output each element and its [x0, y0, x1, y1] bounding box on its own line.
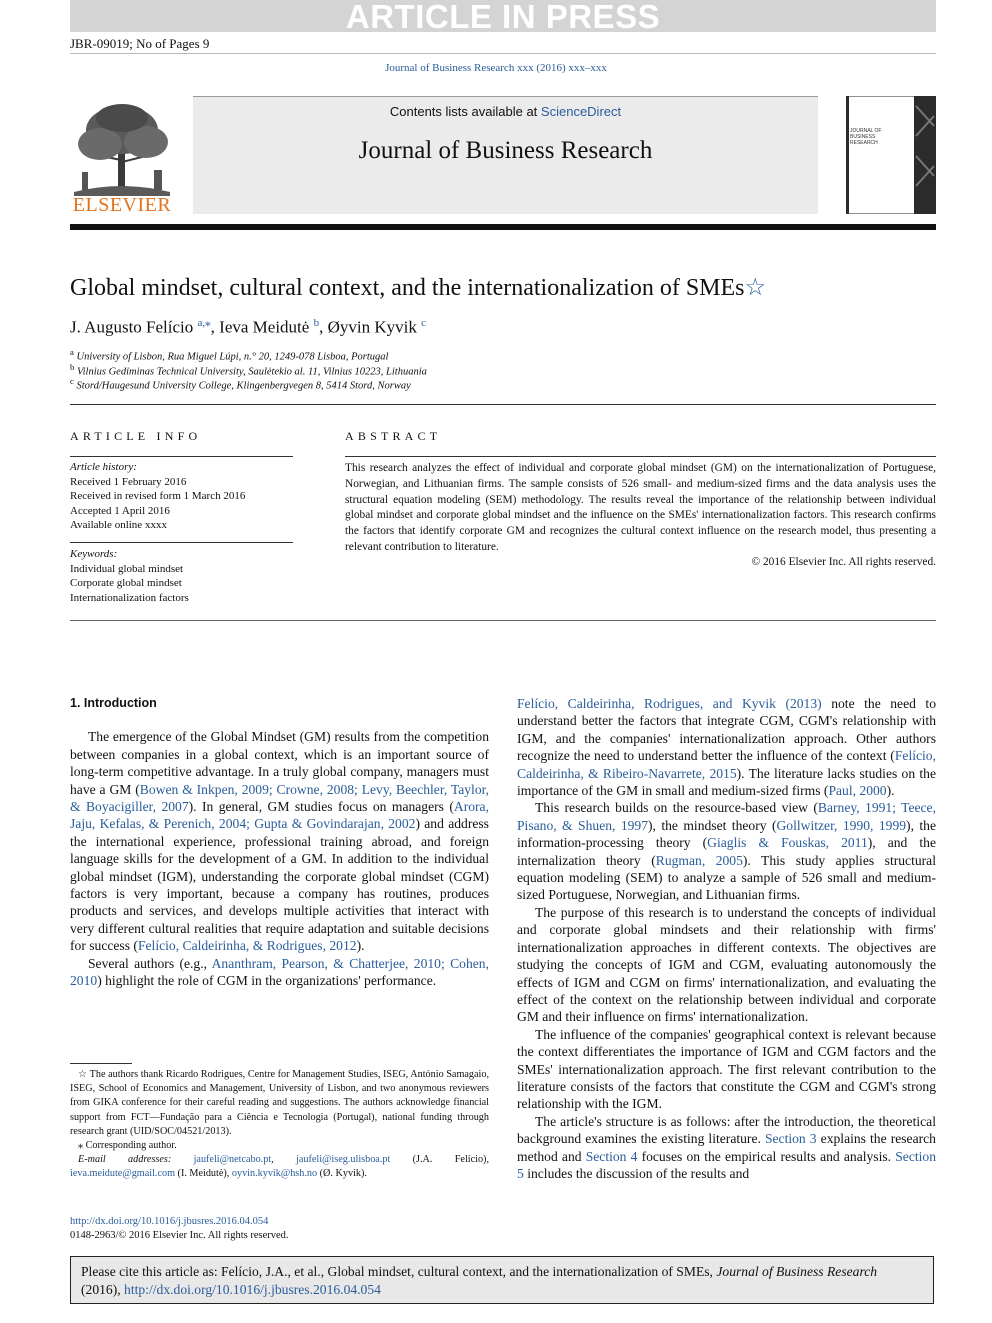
history-item: Accepted 1 April 2016: [70, 504, 170, 517]
citation-prefix: Please cite this article as: Felício, J.A., et al., Global mindset, cultural context, and the internationalization of SMEs,: [81, 1264, 713, 1279]
affiliation-mark: c: [70, 376, 74, 386]
article-title-text: Global mindset, cultural context, and the internationalization of SMEs: [70, 275, 745, 301]
journal-cover-image-icon: [846, 96, 936, 214]
body-text: This research builds on the resource-based view (: [535, 800, 818, 816]
citation-link[interactable]: Gollwitzer, 1990, 1999: [776, 817, 907, 833]
citation-link[interactable]: Arora, Jaju, Kefalas, & Perenich, 2004; Gupta & Govindarajan, 2002: [70, 799, 489, 832]
contents-prefix: Contents lists available at: [389, 104, 538, 119]
section-heading-introduction: 1. Introduction: [70, 696, 157, 710]
citation-link[interactable]: Giaglis & Fouskas, 2011: [707, 835, 868, 851]
author: J. Augusto Felício: [70, 317, 194, 337]
email-after: (J.A. Felício),: [390, 1154, 489, 1166]
citation-link[interactable]: Section 5: [517, 1148, 936, 1181]
footnotes: [70, 1068, 489, 1182]
body-text: explains the research method and: [517, 1131, 936, 1164]
banner-top-rule: [193, 96, 818, 97]
body-text: ).: [356, 938, 365, 954]
journal-reference[interactable]: Journal of Business Research xxx (2016) xxx–xxx: [385, 62, 607, 74]
keyword: Internationalization factors: [70, 591, 189, 604]
front-matter-rule: [70, 620, 936, 621]
elsevier-logo: [70, 96, 174, 216]
email-after: (I. Meidutė),: [175, 1168, 232, 1180]
citation-link[interactable]: Paul, 2000: [828, 783, 887, 799]
history-item: Received 1 February 2016: [70, 475, 187, 488]
citation-link[interactable]: Section 3: [764, 1131, 817, 1147]
citation-link[interactable]: Felício, Caldeirinha, & Ribeiro-Navarrete, 2015: [517, 748, 936, 781]
email-link[interactable]: jaufeli@netcabo.pt: [193, 1154, 272, 1166]
article-title: [70, 273, 766, 302]
body-text: note the need to understand better the factors that integrate CGM, CGM's relationship with IGM, and the companies' internationalization approach. Other authors recognize the need to understand better the influence of the context (: [517, 696, 936, 764]
body-text: ) and address the international experience, professional training abroad, and foreign language skills for the development of a GM. In addition to the individual global mindset (IGM), understanding the corporate global mindset (CGM) factors is very important, because a company has routines, produces products and services, and develops multiple activities that interact with very different cultural realities that require adaptation and suitable decisions for success (: [70, 816, 489, 954]
citation-link[interactable]: Felício, Caldeirinha, & Rodrigues, 2012: [137, 938, 357, 954]
contents-line: [193, 104, 818, 119]
author-list: [70, 316, 426, 338]
author-affiliation-mark[interactable]: a,: [197, 317, 206, 329]
body-right-column: [517, 695, 936, 1182]
history-label: Article history:: [70, 461, 137, 473]
abstract-rule: [345, 456, 936, 457]
author-separator: ,: [319, 317, 328, 337]
body-text: ), the mindset theory (: [648, 817, 777, 833]
body-paragraph: [517, 1026, 936, 1113]
body-text: ). In general, GM studies focus on managers (: [188, 799, 454, 815]
article-info-rule: [70, 456, 293, 457]
abstract-text: This research analyzes the effect of individual and corporate global mindset (GM) on the internationalization of Portuguese, Norwegian, and Lithuanian firms. The sample consists of 526 small- and medium-sized firms and the data analysis uses the structural equation modeling (SEM) methodology. The results reveal the importance of the relationship between individual global mindset and corporate global mindset and the influence on the SMEs' internationalization factors. This research confirms the factors that identify corporate GM and recognizes the cultural context influence on the research model, thus presenting a relevant contribution to literature.: [345, 462, 936, 553]
header-thick-rule: [70, 224, 936, 230]
citation-link[interactable]: Rugman, 2005: [655, 852, 743, 868]
citation-journal: Journal of Business Research: [716, 1264, 878, 1279]
affiliation-mark: b: [70, 362, 75, 372]
acknowledgment-footnote: [70, 1068, 489, 1139]
email-label: E-mail addresses:: [78, 1154, 172, 1166]
article-info-heading: ARTICLE INFO: [70, 429, 202, 443]
body-paragraph: [517, 799, 936, 903]
author-separator: ,: [210, 317, 220, 337]
body-text: ) highlight the role of CGM in the organizations' performance.: [97, 973, 437, 989]
email-after: (Ø. Kyvik).: [317, 1168, 367, 1180]
citation-link[interactable]: Felício, Caldeirinha, Rodrigues, and Kyvik (2013): [517, 696, 822, 711]
corresponding-footnote: [70, 1139, 489, 1153]
header-divider: [70, 53, 936, 54]
affiliation-text: University of Lisbon, Rua Miguel Lúpi, n.° 20, 1249-078 Lisboa, Portugal: [76, 351, 389, 363]
corresponding-mark[interactable]: ⁎: [205, 317, 211, 329]
body-text: ). This study applies structural equation modeling (SEM) to analyze a sample of 526 small and medium-sized Portuguese, Norwegian, and Lithuanian firms.: [517, 852, 936, 903]
body-left-column: [70, 695, 489, 990]
email-link[interactable]: jaufeli@iseg.ulisboa.pt: [296, 1154, 391, 1166]
body-text: ), and the internalization theory (: [517, 835, 936, 868]
body-text: The purpose of this research is to understand the concepts of individual and corporate global mindsets and their relationship with firms' internationalization approaches in different contexts. The objectives are studying the concepts of IGM and CGM, evaluating autonomously the effects of IGM and CGM on firms' internationalization, and evaluating the effect of the context on the relationship between individual and corporate GM and their influence on firms' internationalization.: [517, 904, 936, 1025]
email-link[interactable]: oyvin.kyvik@hsh.no: [231, 1168, 318, 1180]
history-item: Received in revised form 1 March 2016: [70, 490, 246, 503]
keyword: Corporate global mindset: [70, 577, 182, 590]
journal-cover: [846, 96, 936, 214]
body-text: The article's structure is as follows: after the introduction, the theoretical background examines the existing literature.: [517, 1113, 936, 1147]
article-id: JBR-09019; No of Pages 9: [70, 36, 210, 51]
citation-link[interactable]: Ananthram, Pearson, & Chatterjee, 2010; Cohen, 2010: [70, 955, 489, 989]
article-doi-block: [70, 1215, 289, 1243]
citation-link[interactable]: Section 4: [585, 1148, 638, 1164]
footnote-corr-mark: ⁎: [78, 1140, 84, 1152]
sciencedirect-link[interactable]: ScienceDirect: [540, 104, 622, 119]
cover-title: JOURNAL OF BUSINESS RESEARCH: [850, 128, 882, 146]
keywords-label: Keywords:: [70, 548, 118, 560]
body-text: ).: [886, 783, 895, 799]
abstract-copyright: © 2016 Elsevier Inc. All rights reserved.: [751, 556, 936, 568]
affiliation-text: Stord/Haugesund University College, Klingenbergvegen 8, 5414 Stord, Norway: [76, 380, 411, 392]
abstract-heading: ABSTRACT: [345, 429, 442, 443]
body-text: Several authors (e.g.,: [88, 955, 212, 971]
affiliation-rule: [70, 404, 936, 405]
body-text: The emergence of the Global Mindset (GM) results from the competition between companies in a global context, which is an important source of long-term competitive advantage. In a truly global company, managers must have a GM (: [70, 729, 489, 797]
keywords-rule: [70, 542, 293, 543]
issn-line: 0148-2963/© 2016 Elsevier Inc. All rights reserved.: [70, 1230, 289, 1241]
author-affiliation-mark[interactable]: c: [421, 317, 426, 329]
citation-box: [70, 1256, 934, 1304]
citation-year: (2016),: [81, 1281, 121, 1297]
journal-title[interactable]: Journal of Business Research: [358, 137, 653, 164]
affiliation-text: Vilnius Gediminas Technical University, Saulėtekio al. 11, Vilnius 10223, Lithuania: [77, 366, 427, 378]
acknowledgment-text: The authors thank Ricardo Rodrigues, Centre for Management Studies, ISEG, António Samagaio, ISEG, School of Economics and Management, University of Lisbon, and two anonymous reviewers from GIKA conference for their careful reading and suggestions. The authors acknowledge financial support from FCT—Fundação para a Ciência e Tecnologia (Portugal), national funding through research grant (UID/SOC/04521/2013).: [70, 1069, 489, 1137]
body-paragraph: [517, 695, 936, 799]
affiliation-mark: a: [70, 347, 74, 357]
footnote-star-mark: ☆: [78, 1069, 88, 1080]
body-paragraph: [70, 955, 489, 990]
citation-link[interactable]: Barney, 1991; Teece, Pisano, & Shuen, 1997: [517, 800, 936, 833]
body-paragraph: [70, 728, 489, 954]
affiliation: [70, 376, 411, 392]
affiliation: [70, 347, 388, 363]
author: Ieva Meidutė: [219, 317, 310, 337]
footnote-rule: [70, 1063, 132, 1064]
citation-doi-link[interactable]: http://dx.doi.org/10.1016/j.jbusres.2016.04.054: [124, 1281, 381, 1297]
keyword: Individual global mindset: [70, 562, 184, 575]
corresponding-text: Corresponding author.: [85, 1140, 177, 1152]
article-history: [70, 460, 293, 533]
email-link[interactable]: ieva.meidute@gmail.com: [70, 1168, 175, 1180]
publisher-wordmark: ELSEVIER: [72, 194, 172, 216]
email-footnote: [70, 1153, 489, 1181]
keywords: [70, 547, 293, 605]
email-after: ,: [271, 1154, 297, 1166]
citation-link[interactable]: Bowen & Inkpen, 2009; Crowne, 2008; Levy, Beechler, Taylor, & Boyacigiller, 2007: [70, 781, 489, 815]
body-paragraph: [517, 904, 936, 1026]
body-text: ). The literature lacks studies on the importance of the GM in small and medium-sized firms (: [517, 765, 936, 799]
body-paragraph: [517, 1113, 936, 1183]
doi-link[interactable]: http://dx.doi.org/10.1016/j.jbusres.2016.04.054: [70, 1216, 269, 1227]
body-text: The influence of the companies' geographical context is relevant because the context differentiates the importance of IGM and CGM factors and the SMEs' internationalization approach. The first relevant contribution to the literature consists of the factors that constitute the CGM and CGM's strong relationship with the IGM.: [517, 1026, 936, 1112]
author-affiliation-mark[interactable]: b: [313, 317, 320, 329]
body-text: ), the information-processing theory (: [517, 817, 936, 851]
author: Øyvin Kyvik: [327, 317, 417, 337]
title-footnote-mark[interactable]: ☆: [744, 275, 767, 301]
article-in-press-banner: ARTICLE IN PRESS: [70, 0, 936, 32]
history-item: Available online xxxx: [70, 519, 167, 532]
body-text: includes the discussion of the results and: [523, 1165, 750, 1181]
body-text: focuses on the empirical results and analysis.: [637, 1148, 896, 1164]
